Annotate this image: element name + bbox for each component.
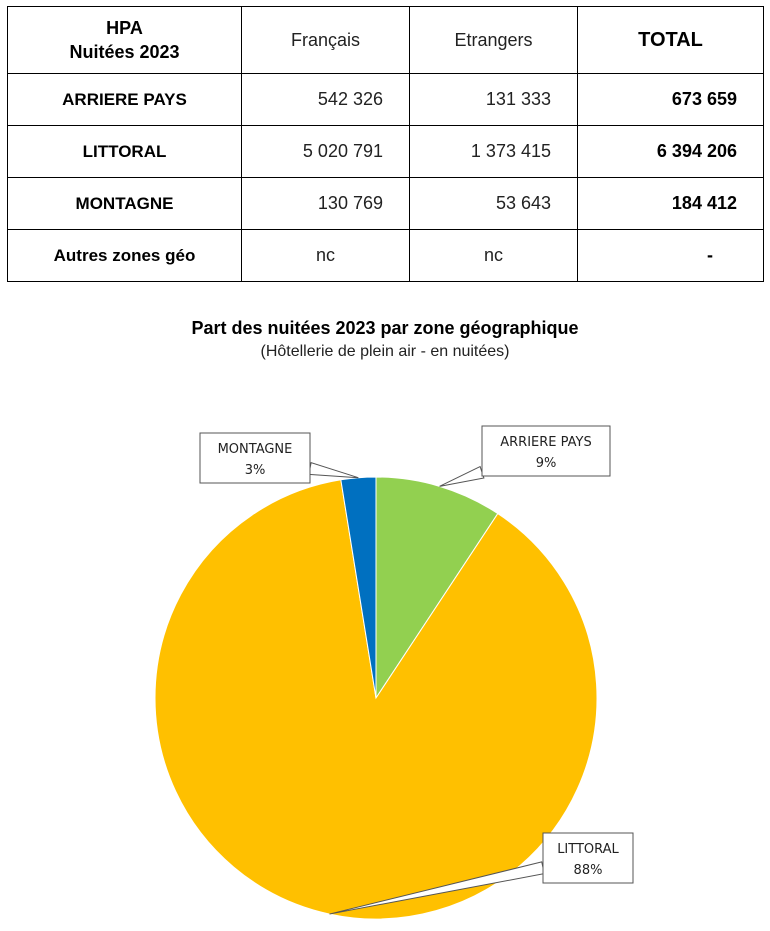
row-label: ARRIERE PAYS — [8, 74, 242, 126]
callout-leader — [440, 467, 484, 487]
cell-etrangers: 1 373 415 — [410, 126, 578, 178]
row-label: LITTORAL — [8, 126, 242, 178]
chart-subtitle: (Hôtellerie de plein air - en nuitées) — [260, 343, 510, 360]
cell-francais: nc — [242, 230, 410, 282]
row-label: MONTAGNE — [8, 178, 242, 230]
col-header-francais: Français — [242, 7, 410, 74]
cell-etrangers: 53 643 — [410, 178, 578, 230]
cell-total: 673 659 — [578, 74, 764, 126]
cell-total: - — [578, 230, 764, 282]
slice-percent-label: 88% — [573, 863, 603, 878]
callout-montagne — [200, 433, 358, 483]
table-title-line1: HPA — [106, 18, 143, 38]
callout-leader — [309, 463, 358, 478]
cell-francais: 5 020 791 — [242, 126, 410, 178]
table-title-line2: Nuitées 2023 — [69, 42, 180, 62]
chart-title: Part des nuitées 2023 par zone géographique — [191, 318, 579, 338]
slice-percent-label: 3% — [244, 463, 266, 478]
col-header-total: TOTAL — [578, 7, 764, 74]
cell-etrangers: 131 333 — [410, 74, 578, 126]
col-header-etrangers: Etrangers — [410, 7, 578, 74]
cell-total: 184 412 — [578, 178, 764, 230]
row-label: Autres zones géo — [8, 230, 242, 282]
slice-label: MONTAGNE — [217, 442, 293, 457]
callout-arriere-pays — [440, 426, 610, 486]
slice-label: ARRIERE PAYS — [500, 435, 592, 450]
cell-etrangers: nc — [410, 230, 578, 282]
slice-label: LITTORAL — [557, 842, 619, 857]
cell-francais: 130 769 — [242, 178, 410, 230]
cell-total: 6 394 206 — [578, 126, 764, 178]
slice-percent-label: 9% — [535, 456, 557, 471]
cell-francais: 542 326 — [242, 74, 410, 126]
